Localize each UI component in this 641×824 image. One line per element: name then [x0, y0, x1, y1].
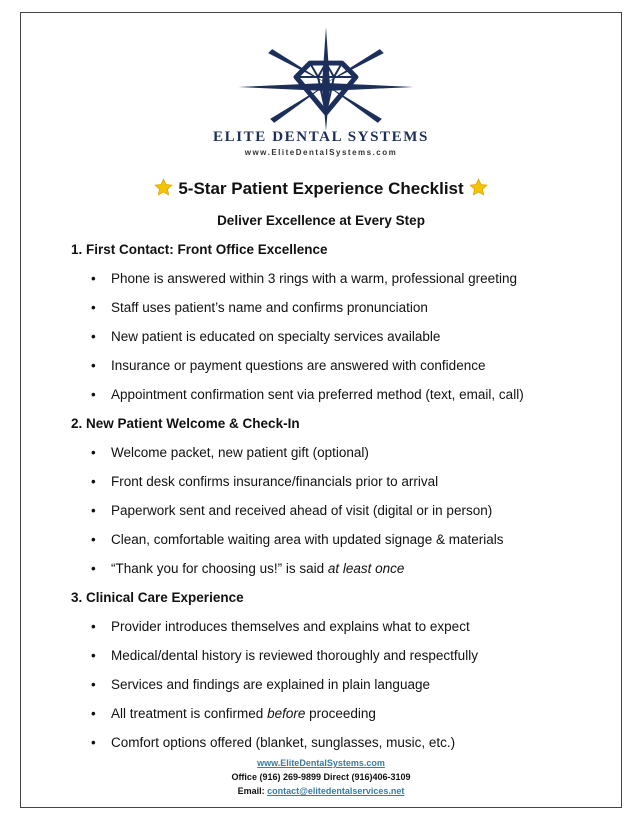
item-text: Front desk confirms insurance/financials prior to arrival	[111, 474, 439, 489]
item-text: Paperwork sent and received ahead of visit (digital or in person)	[111, 503, 493, 518]
bullet: •	[91, 300, 96, 315]
list-item	[71, 531, 611, 560]
email-link[interactable]: contact@elitedentalservices.net	[267, 786, 405, 796]
list-item	[71, 676, 611, 705]
section-heading: 1. First Contact: Front Office Excellence	[71, 242, 328, 257]
list-item	[71, 647, 611, 676]
subtitle: Deliver Excellence at Every Step	[217, 213, 425, 228]
page-title	[21, 178, 621, 199]
checklist-content	[71, 241, 611, 763]
bullet: •	[91, 677, 96, 692]
bullet: •	[91, 735, 96, 750]
bullet: •	[91, 474, 96, 489]
item-text: Provider introduces themselves and explains what to expect	[111, 619, 470, 634]
item-text: Insurance or payment questions are answered with confidence	[111, 358, 486, 373]
item-text-before: “Thank you for choosing us!” is said	[111, 561, 328, 576]
list-item	[71, 386, 611, 415]
list-item	[71, 502, 611, 531]
list-item	[71, 357, 611, 386]
bullet: •	[91, 706, 96, 721]
bullet: •	[91, 561, 96, 576]
list-item	[71, 444, 611, 473]
item-text: Phone is answered within 3 rings with a warm, professional greeting	[111, 271, 517, 286]
item-text-after: proceeding	[305, 706, 376, 721]
item-text: Comfort options offered (blanket, sunglasses, music, etc.)	[111, 735, 456, 750]
star-icon	[469, 178, 488, 197]
email-label: Email:	[237, 786, 268, 796]
section-heading: 3. Clinical Care Experience	[71, 590, 244, 605]
bullet: •	[91, 329, 96, 344]
bullet: •	[91, 648, 96, 663]
list-item	[71, 328, 611, 357]
list-item	[71, 270, 611, 299]
list-item	[71, 618, 611, 647]
item-text: Clean, comfortable waiting area with updated signage & materials	[111, 532, 504, 547]
item-text: Medical/dental history is reviewed thoroughly and respectfully	[111, 648, 478, 663]
list-item	[71, 705, 611, 734]
bullet: •	[91, 503, 96, 518]
item-text-emphasis: before	[267, 706, 306, 721]
item-text: Staff uses patient’s name and confirms pronunciation	[111, 300, 428, 315]
bullet: •	[91, 358, 96, 373]
bullet: •	[91, 271, 96, 286]
brand-url: www.EliteDentalSystems.com	[244, 148, 398, 157]
diamond-star-logo-icon	[21, 21, 621, 141]
section-heading: 2. New Patient Welcome & Check-In	[71, 416, 300, 431]
list-item	[71, 560, 611, 589]
bullet: •	[91, 445, 96, 460]
item-text: Services and findings are explained in plain language	[111, 677, 430, 692]
title-text: 5-Star Patient Experience Checklist	[178, 179, 464, 198]
footer	[21, 756, 621, 798]
star-icon	[154, 178, 173, 197]
bullet: •	[91, 387, 96, 402]
item-text: Appointment confirmation sent via preferred method (text, email, call)	[111, 387, 524, 402]
item-text: New patient is educated on specialty services available	[111, 329, 441, 344]
website-link[interactable]: www.EliteDentalSystems.com	[257, 758, 385, 768]
item-text: Welcome packet, new patient gift (optional)	[111, 445, 369, 460]
item-text-before: All treatment is confirmed	[111, 706, 268, 721]
item-text-emphasis: at least once	[327, 561, 405, 576]
list-item	[71, 299, 611, 328]
checklist-page	[20, 12, 622, 808]
brand-name: ELITE DENTAL SYSTEMS	[213, 129, 429, 145]
bullet: •	[91, 619, 96, 634]
list-item	[71, 473, 611, 502]
bullet: •	[91, 532, 96, 547]
phone-numbers: Office (916) 269-9899 Direct (916)406-3109	[231, 772, 411, 782]
